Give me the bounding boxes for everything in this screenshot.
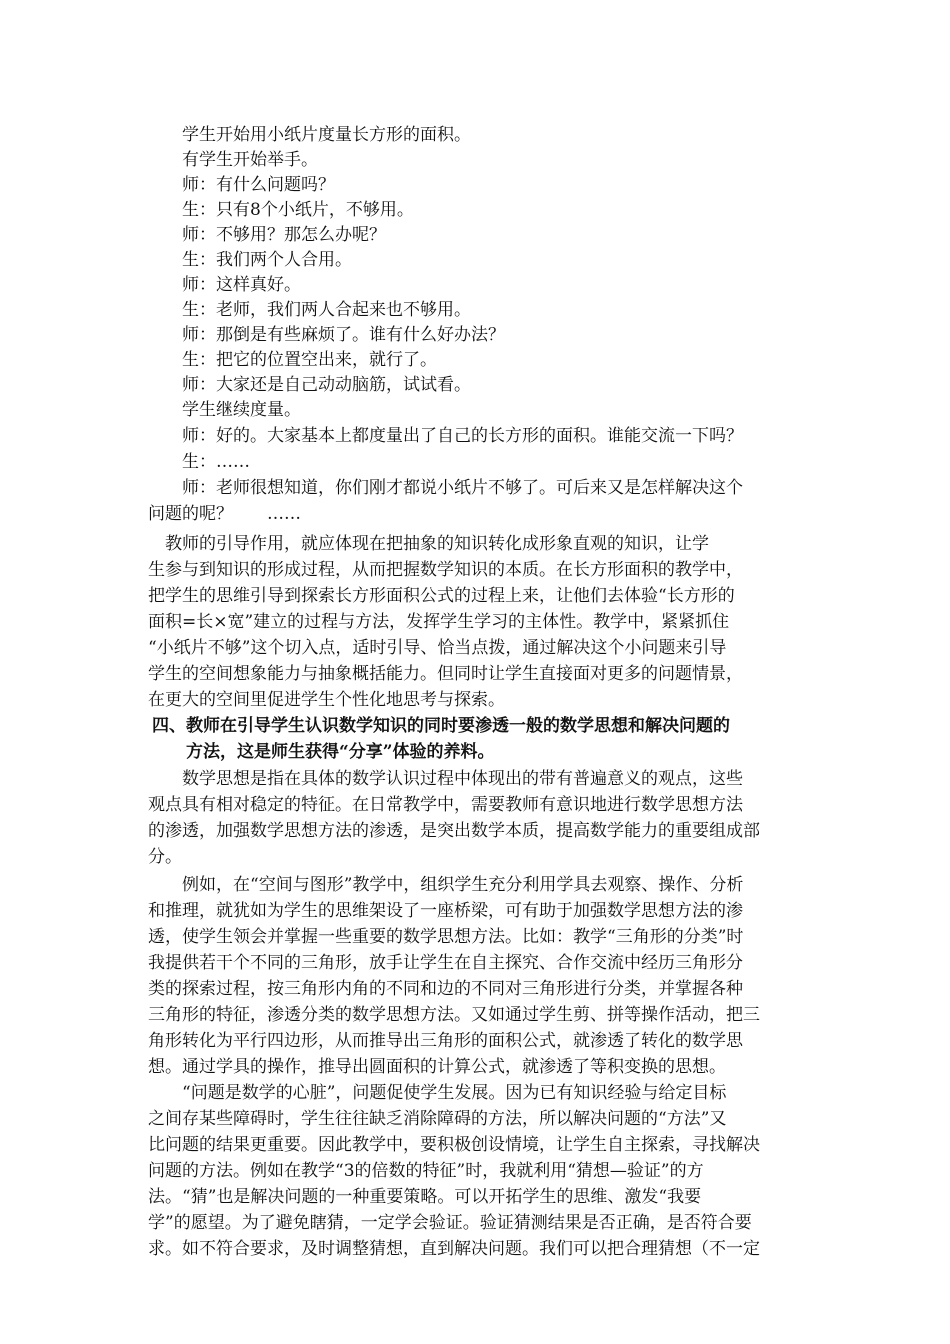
dialogue-line: 师：有什么问题吗？ xyxy=(182,175,335,195)
paragraph-line: 在更大的空间里促进学生个性化地思考与探索。 xyxy=(148,690,505,710)
paragraph-line: 观点具有相对稳定的特征。在日常教学中，需要教师有意识地进行数学思想方法 xyxy=(148,795,743,815)
paragraph-line: 分。 xyxy=(148,847,182,867)
dialogue-line: 师：不够用？那怎么办呢？ xyxy=(182,225,386,245)
dialogue-line: 生：…… xyxy=(182,452,250,472)
dialogue-line: 问题的呢？ …… xyxy=(148,504,301,524)
paragraph-line: 数学思想是指在具体的数学认识过程中体现出的带有普遍意义的观点，这些 xyxy=(182,769,743,789)
dialogue-line: 学生继续度量。 xyxy=(182,400,301,420)
paragraph-line: 我提供若干个不同的三角形，放手让学生在自主探究、合作交流中经历三角形分 xyxy=(148,953,743,973)
dialogue-line: 学生开始用小纸片度量长方形的面积。 xyxy=(182,125,471,145)
paragraph-line: 想。通过学具的操作，推导出圆面积的计算公式，就渗透了等积变换的思想。 xyxy=(148,1057,726,1077)
paragraph-line: 三角形的特征，渗透分类的数学思想方法。又如通过学生剪、拼等操作活动，把三 xyxy=(148,1005,760,1025)
paragraph-line: 类的探索过程，按三角形内角的不同和边的不同对三角形进行分类，并掌握各种 xyxy=(148,979,743,999)
paragraph-line: 生参与到知识的形成过程，从而把握数学知识的本质。在长方形面积的教学中， xyxy=(148,560,743,580)
paragraph-line: 角形转化为平行四边形，从而推导出三角形的面积公式，就渗透了转化的数学思 xyxy=(148,1031,743,1051)
paragraph-line: 学生的空间想象能力与抽象概括能力。但同时让学生直接面对更多的问题情景， xyxy=(148,664,743,684)
paragraph-line: 透，使学生领会并掌握一些重要的数学思想方法。比如：教学“三角形的分类”时 xyxy=(148,927,744,947)
heading-line: 四、教师在引导学生认识数学知识的同时要渗透一般的数学思想和解决问题的 xyxy=(152,716,730,736)
paragraph-line: 之间存某些障碍时，学生往往缺乏消除障碍的方法，所以解决问题的“方法”又 xyxy=(148,1109,727,1129)
dialogue-line: 生：把它的位置空出来，就行了。 xyxy=(182,350,437,370)
dialogue-line: 师：这样真好。 xyxy=(182,275,301,295)
heading-line: 方法，这是师生获得“分享”体验的养料。 xyxy=(152,742,495,762)
paragraph-line: 的渗透，加强数学思想方法的渗透，是突出数学本质，提高数学能力的重要组成部 xyxy=(148,821,760,841)
dialogue-line: 生：老师，我们两人合起来也不够用。 xyxy=(182,300,471,320)
paragraph-line: 学”的愿望。为了避免瞎猜，一定学会验证。验证猜测结果是否正确，是否符合要 xyxy=(148,1213,752,1233)
dialogue-line: 有学生开始举手。 xyxy=(182,150,318,170)
dialogue-line: 师：老师很想知道，你们刚才都说小纸片不够了。可后来又是怎样解决这个 xyxy=(182,478,743,498)
dialogue-line: 师：好的。大家基本上都度量出了自己的长方形的面积。谁能交流一下吗？ xyxy=(182,426,743,446)
paragraph-line: “小纸片不够”这个切入点，适时引导、恰当点拨，通过解决这个小问题来引导 xyxy=(148,638,727,658)
paragraph-line: 面积=长×宽”建立的过程与方法，发挥学生学习的主体性。教学中，紧紧抓住 xyxy=(148,612,730,632)
paragraph-line: 例如，在“空间与图形”教学中，组织学生充分利用学具去观察、操作、分析 xyxy=(182,875,744,895)
dialogue-line: 师：大家还是自己动动脑筋，试试看。 xyxy=(182,375,471,395)
paragraph-line: 比问题的结果更重要。因此教学中，要积极创设情境，让学生自主探索，寻找解决 xyxy=(148,1135,760,1155)
paragraph-line: 教师的引导作用，就应体现在把抽象的知识转化成形象直观的知识，让学 xyxy=(148,534,709,554)
paragraph-line: 问题的方法。例如在教学“3的倍数的特征”时，我就利用“猜想—验证”的方 xyxy=(148,1161,704,1181)
paragraph-line: “问题是数学的心脏”，问题促使学生发展。因为已有知识经验与给定目标 xyxy=(182,1083,727,1103)
dialogue-line: 生：我们两个人合用。 xyxy=(182,250,352,270)
paragraph-line: 和推理，就犹如为学生的思维架设了一座桥梁，可有助于加强数学思想方法的渗 xyxy=(148,901,743,921)
paragraph-line: 求。如不符合要求，及时调整猜想，直到解决问题。我们可以把合理猜想（不一定 xyxy=(148,1239,760,1259)
dialogue-line: 生：只有8个小纸片，不够用。 xyxy=(182,200,414,220)
dialogue-line: 师：那倒是有些麻烦了。谁有什么好办法？ xyxy=(182,325,505,345)
paragraph-line: 把学生的思维引导到探索长方形面积公式的过程上来，让他们去体验“长方形的 xyxy=(148,586,735,606)
paragraph-line: 法。“猜”也是解决问题的一种重要策略。可以开拓学生的思维、激发“我要 xyxy=(148,1187,702,1207)
